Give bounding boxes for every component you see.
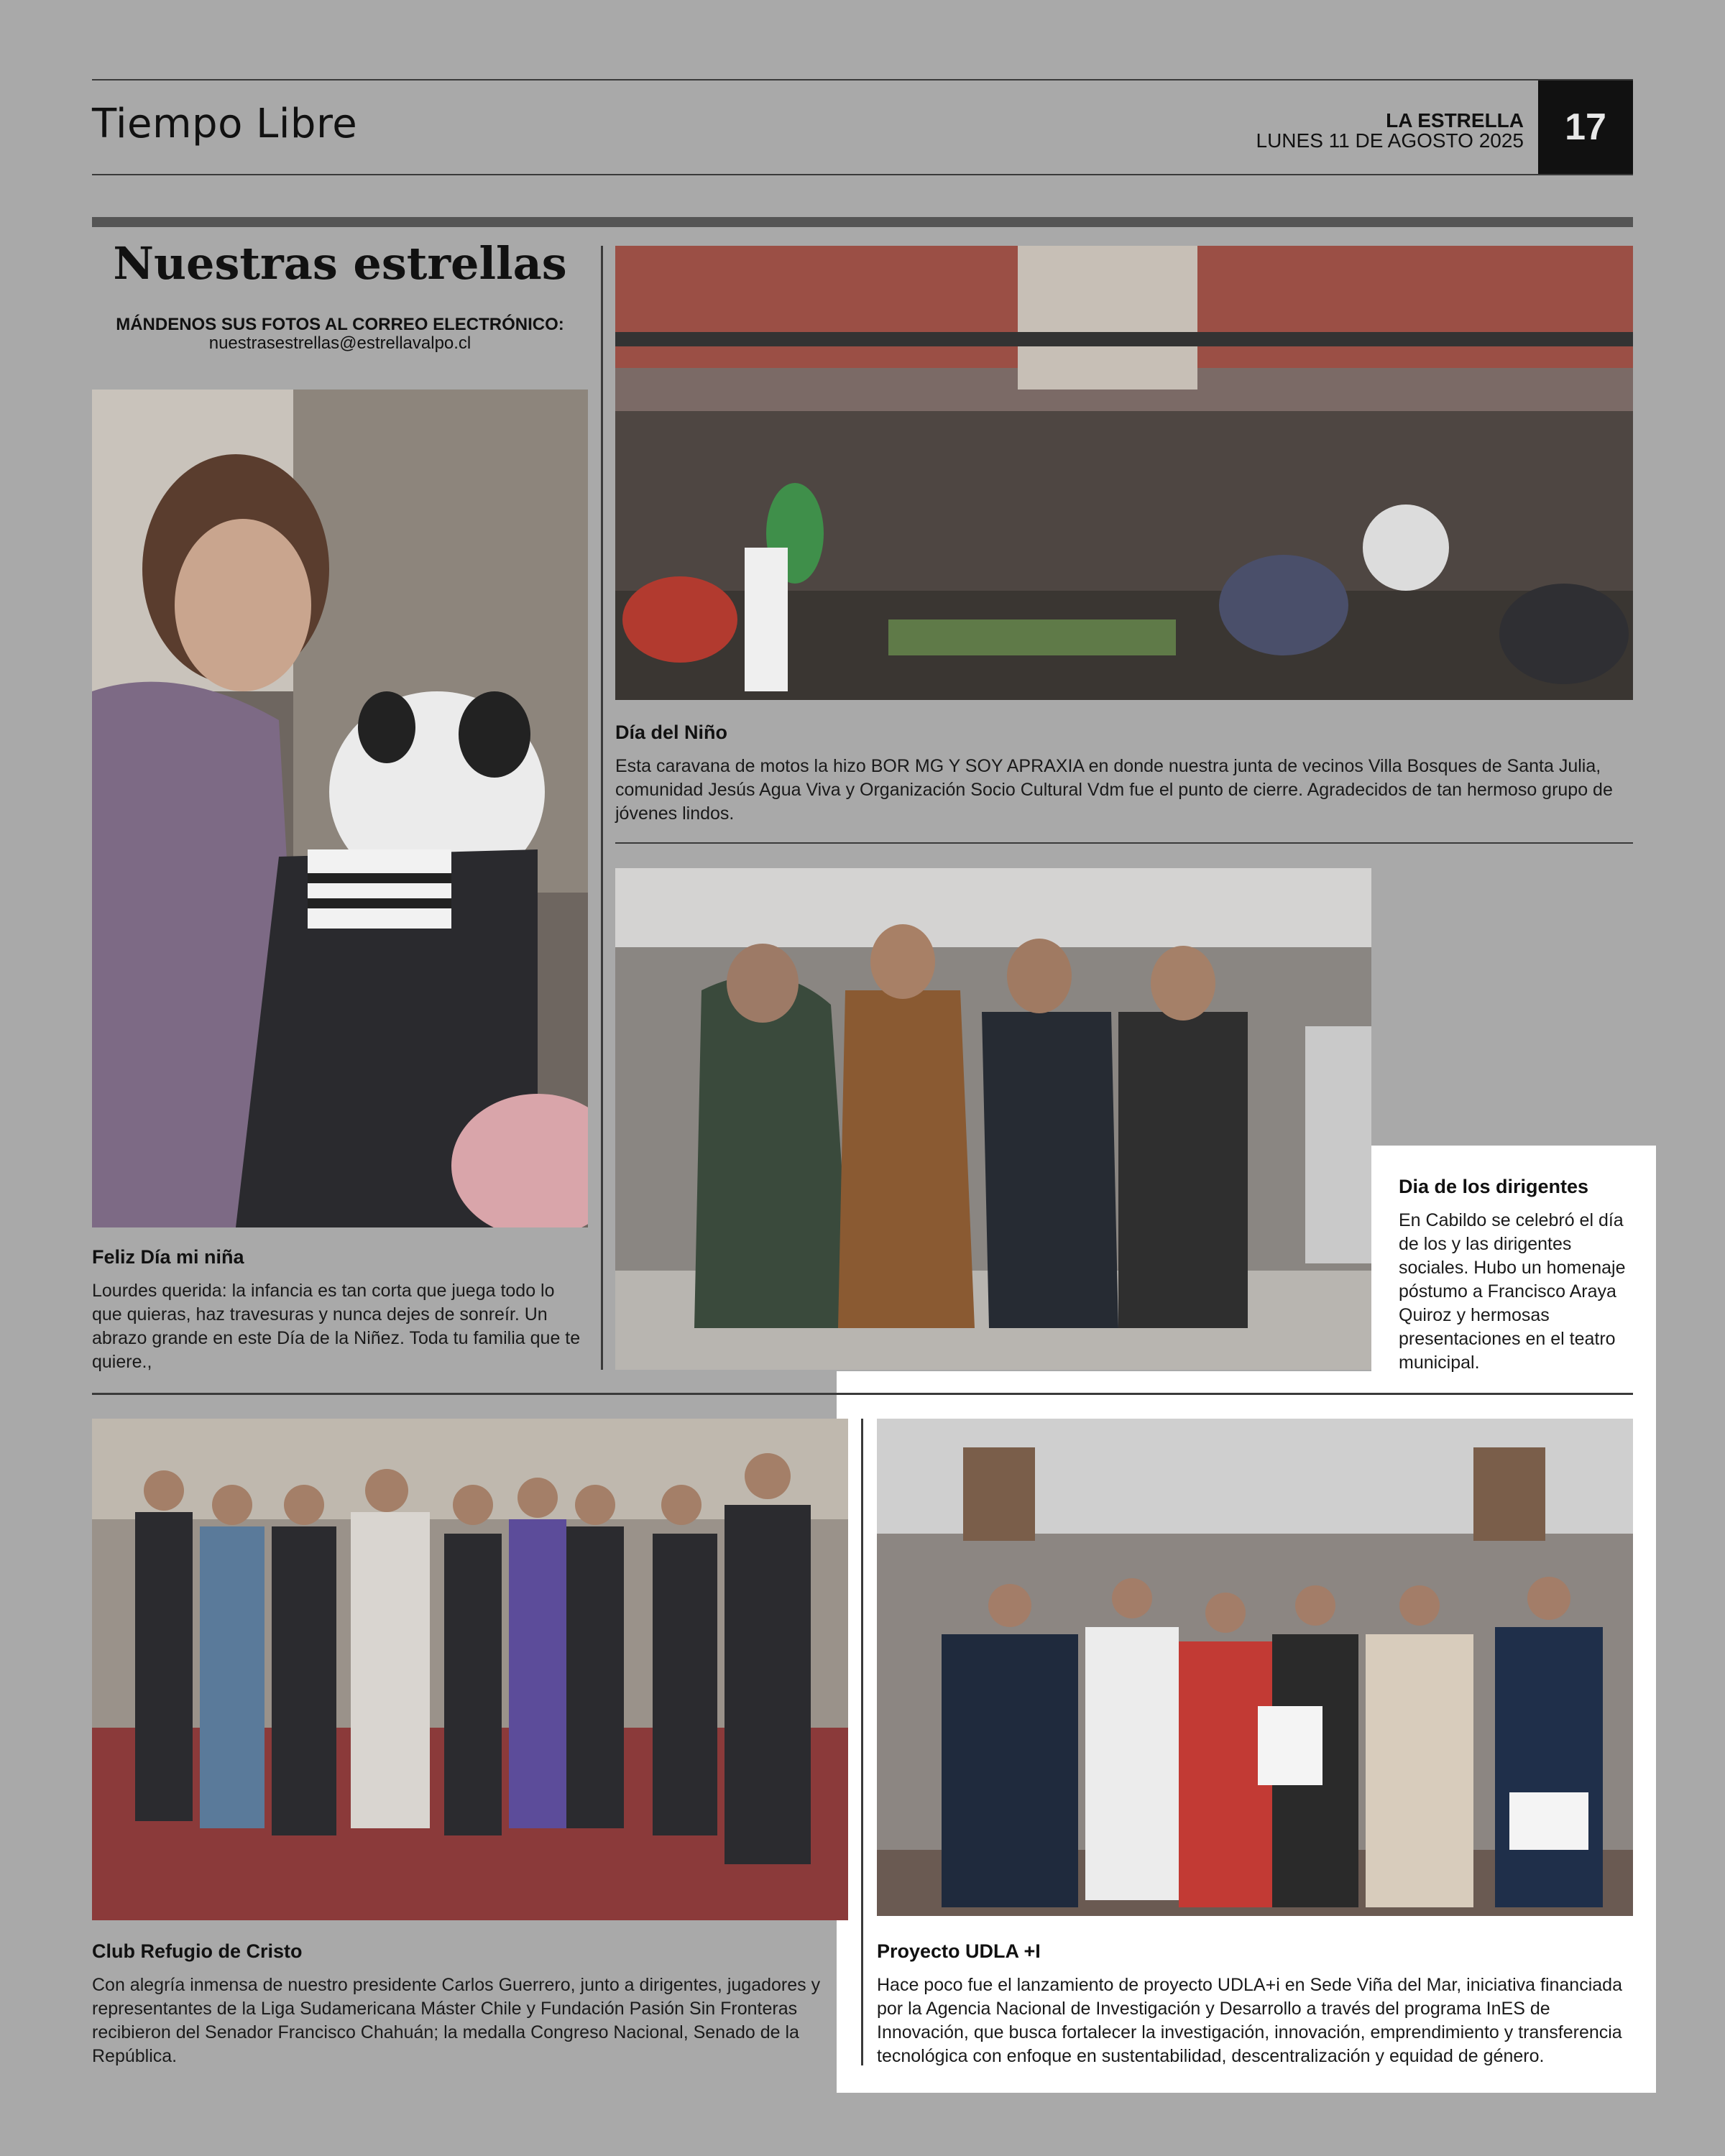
photo-proyecto-udla bbox=[877, 1419, 1633, 1916]
mid-rule-right bbox=[615, 842, 1633, 844]
page-number-box bbox=[1538, 80, 1633, 174]
publication-date: LUNES 11 DE AGOSTO 2025 bbox=[1256, 129, 1524, 152]
column-divider bbox=[601, 246, 603, 1370]
story-4-body: Con alegría inmensa de nuestro presidente Carlos Guerrero, junto a dirigentes, jugadores y representantes de la Liga Sudamericana Máster Chile y Fundación Pasión Sin Fronteras recibieron del Senador Francisco Chahuán; la medalla Congreso Nacional, Senado de la República. bbox=[92, 1975, 821, 2066]
column-email: nuestrasestrellas@estrellavalpo.cl bbox=[208, 333, 472, 353]
story-3-title: Dia de los dirigentes bbox=[1399, 1176, 1589, 1197]
section-title: Tiempo Libre bbox=[92, 101, 358, 147]
story-1-title: Feliz Día mi niña bbox=[92, 1246, 244, 1268]
column-title: Nuestras estrellas bbox=[113, 237, 567, 290]
section-thick-rule bbox=[92, 217, 1633, 227]
story-3-body: En Cabildo se celebró el día de los y las dirigentes sociales. Hubo un homenaje póstumo a Francisco Araya Quiroz y hermosas presentaciones en el teatro municipal. bbox=[1399, 1210, 1626, 1373]
column-subtitle: MÁNDENOS SUS FOTOS AL CORREO ELECTRÓNICO: bbox=[116, 315, 564, 334]
story-1-body: Lourdes querida: la infancia es tan corta que juega todo lo que quieras, haz travesuras y nunca dejes de sonreír. Un abrazo grande en este Día de la Niñez. Toda tu familia que te quiere., bbox=[92, 1281, 581, 1372]
photo-girl-with-panda bbox=[92, 390, 588, 1227]
photo-dia-del-nino-group bbox=[615, 246, 1633, 700]
story-2-body: Esta caravana de motos la hizo BOR MG Y SOY APRAXIA en donde nuestra junta de vecinos Villa Bosques de Santa Julia, comunidad Jesús Agua Viva y Organización Socio Cultural Vdm fue el punto de cierre. Agradecidos de tan hermoso grupo de jóvenes lindos. bbox=[615, 756, 1613, 824]
header-top-rule bbox=[92, 79, 1633, 80]
lower-column-divider bbox=[861, 1419, 863, 2065]
story-2-title: Día del Niño bbox=[615, 722, 728, 743]
header-bottom-rule bbox=[92, 174, 1633, 175]
lower-section-rule bbox=[92, 1393, 1633, 1395]
photo-club-refugio-de-cristo bbox=[92, 1419, 848, 1920]
photo-dia-de-los-dirigentes bbox=[615, 868, 1371, 1370]
newspaper-name: LA ESTRELLA bbox=[1386, 109, 1524, 132]
page-number: 17 bbox=[1565, 106, 1606, 148]
story-5-body: Hace poco fue el lanzamiento de proyecto UDLA+i en Sede Viña del Mar, iniciativa financiada por la Agencia Nacional de Investigación y Desarrollo a través del programa InES de Innovación, que busca fortalecer la investigación, innovación, emprendimiento y transferencia tecnológica con enfoque en sustentabilidad, descentralización y equidad de género. bbox=[877, 1975, 1622, 2066]
story-5-title: Proyecto UDLA +I bbox=[877, 1940, 1041, 1962]
story-4-title: Club Refugio de Cristo bbox=[92, 1940, 303, 1962]
